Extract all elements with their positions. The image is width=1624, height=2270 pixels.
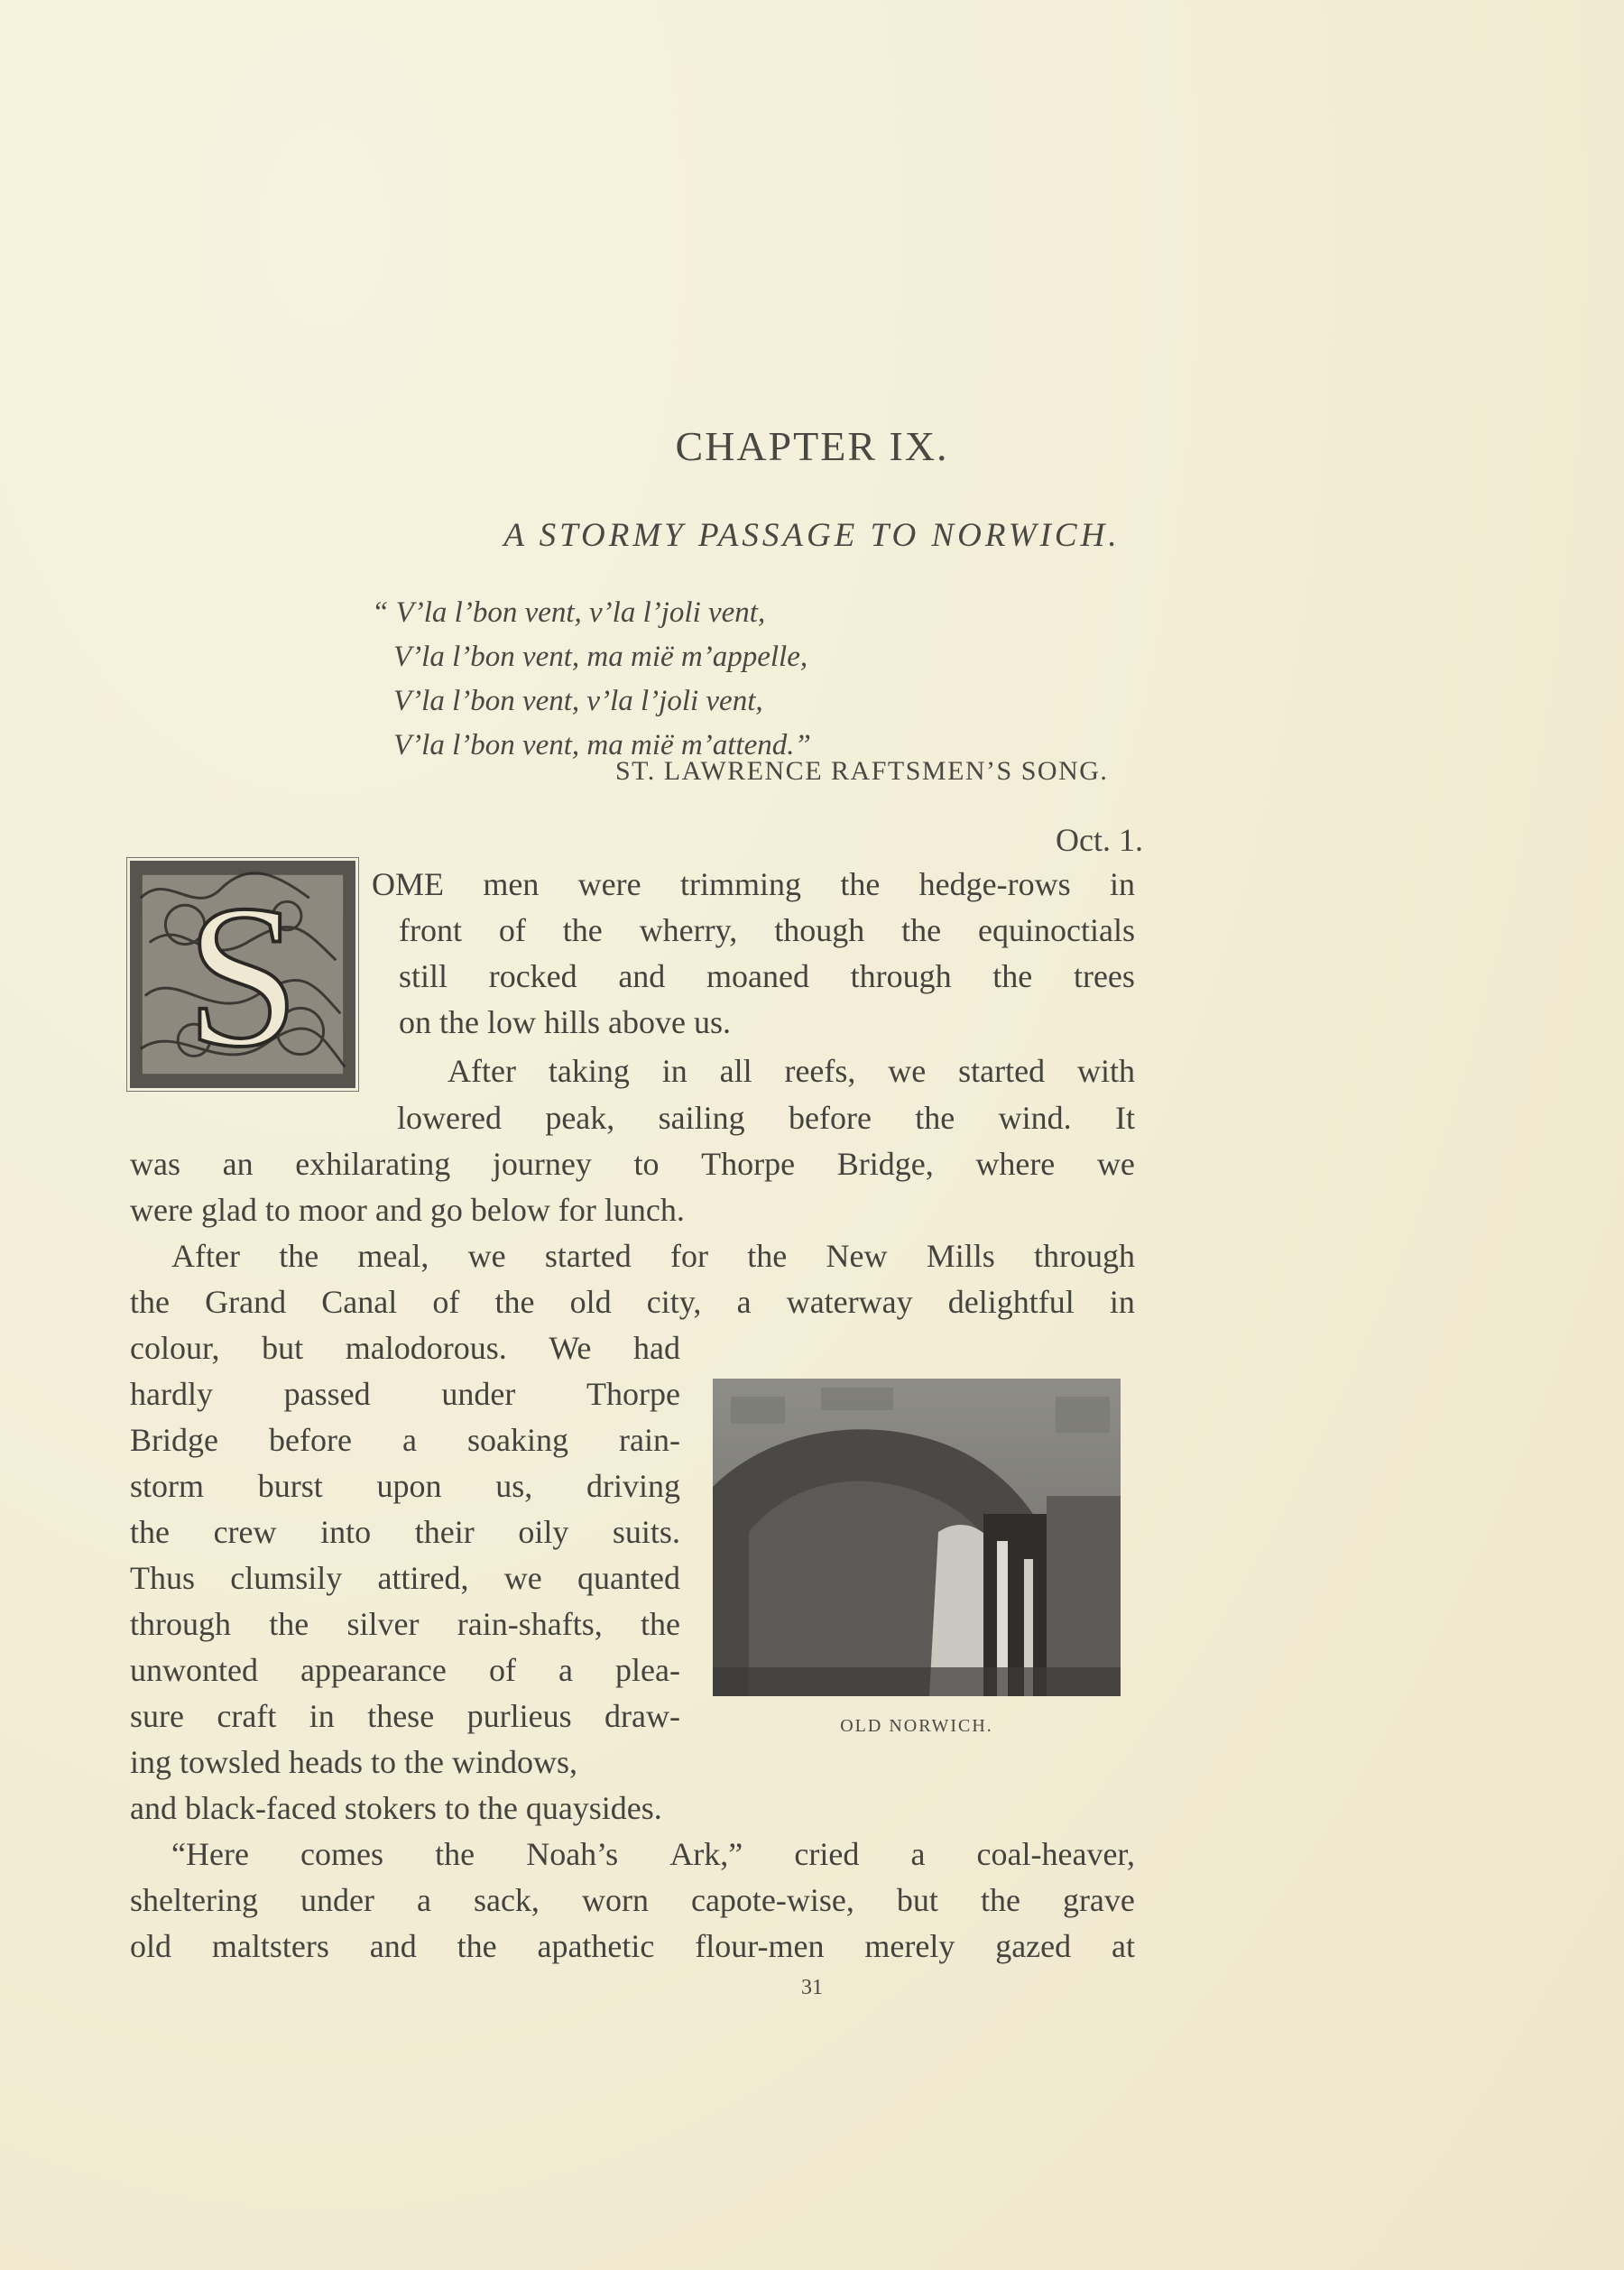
figure-caption: OLD NORWICH.	[840, 1716, 993, 1736]
paragraph-1	[372, 862, 1135, 1046]
text-line: ing towsled heads to the windows,	[130, 1744, 577, 1780]
dropcap-letter: S	[186, 863, 300, 1086]
epigraph	[372, 591, 1139, 768]
dropcap-ornament-illustration	[132, 863, 354, 1086]
text-line: sheltering under a sack, worn capote-wise, but the grave	[130, 1882, 1135, 1918]
text-line: old maltsters and the apathetic flour-men merely gazed at	[130, 1928, 1135, 1964]
chapter-subtitle: A STORMY PASSAGE TO NORWICH.	[503, 517, 1121, 554]
text-line: the Grand Canal of the old city, a waterway delightful in	[130, 1284, 1135, 1320]
text-line: and black-faced stokers to the quaysides.	[130, 1790, 662, 1826]
epigraph-line: V’la l’bon vent, ma mië m’appelle,	[393, 641, 808, 673]
text-line: colour, but malodorous. We had	[130, 1330, 680, 1366]
text-line: OME men were trimming the hedge-rows in	[372, 866, 1135, 902]
text-line: hardly passed under Thorpe	[130, 1376, 680, 1412]
epigraph-line: V’la l’bon vent, v’la l’joli vent,	[393, 685, 763, 717]
text-line: lowered peak, sailing before the wind. It	[397, 1100, 1135, 1136]
epigraph-line: V’la l’bon vent, ma mië m’attend.”	[393, 729, 811, 761]
dateline: Oct. 1.	[1056, 822, 1143, 858]
text-line: After taking in all reefs, we started with	[448, 1053, 1135, 1089]
text-line: Thus clumsily attired, we quanted	[130, 1560, 680, 1596]
page-number: 31	[801, 1976, 823, 1999]
text-line: still rocked and moaned through the trees	[399, 958, 1135, 994]
ornamental-dropcap	[130, 861, 355, 1088]
epigraph-attribution: ST. LAWRENCE RAFTSMEN’S SONG.	[615, 756, 1109, 786]
text-line: the crew into their oily suits.	[130, 1514, 680, 1550]
epigraph-line: “ V’la l’bon vent, v’la l’joli vent,	[372, 596, 766, 629]
text-line: “Here comes the Noah’s Ark,” cried a coal-heaver,	[171, 1836, 1135, 1872]
text-line: were glad to moor and go below for lunch.	[130, 1192, 685, 1228]
text-line: through the silver rain-shafts, the	[130, 1606, 680, 1642]
paragraph-3-wrap	[130, 1325, 680, 1786]
text-line: unwonted appearance of a plea-	[130, 1652, 680, 1688]
chapter-title: CHAPTER IX.	[675, 423, 949, 469]
text-line: front of the wherry, though the equinoctials	[399, 912, 1135, 948]
paragraph-3-end	[130, 1786, 1135, 1832]
old-norwich-photo	[713, 1379, 1121, 1696]
text-line: storm burst upon us, driving	[130, 1468, 680, 1504]
text-line: on the low hills above us.	[399, 1004, 731, 1040]
bridge-illustration	[713, 1379, 1121, 1696]
paragraph-2-cont2	[130, 1141, 1135, 1233]
text-line: After the meal, we started for the New Mills through	[171, 1238, 1135, 1274]
paragraph-2-cont	[397, 1095, 1135, 1141]
paragraph-4	[130, 1832, 1135, 1970]
text-line: sure craft in these purlieus draw-	[130, 1698, 680, 1734]
paragraph-2	[397, 1048, 1135, 1094]
paragraph-3	[130, 1233, 1135, 1325]
text-line: Bridge before a soaking rain-	[130, 1422, 680, 1458]
text-line: was an exhilarating journey to Thorpe Bridge, where we	[130, 1146, 1135, 1182]
